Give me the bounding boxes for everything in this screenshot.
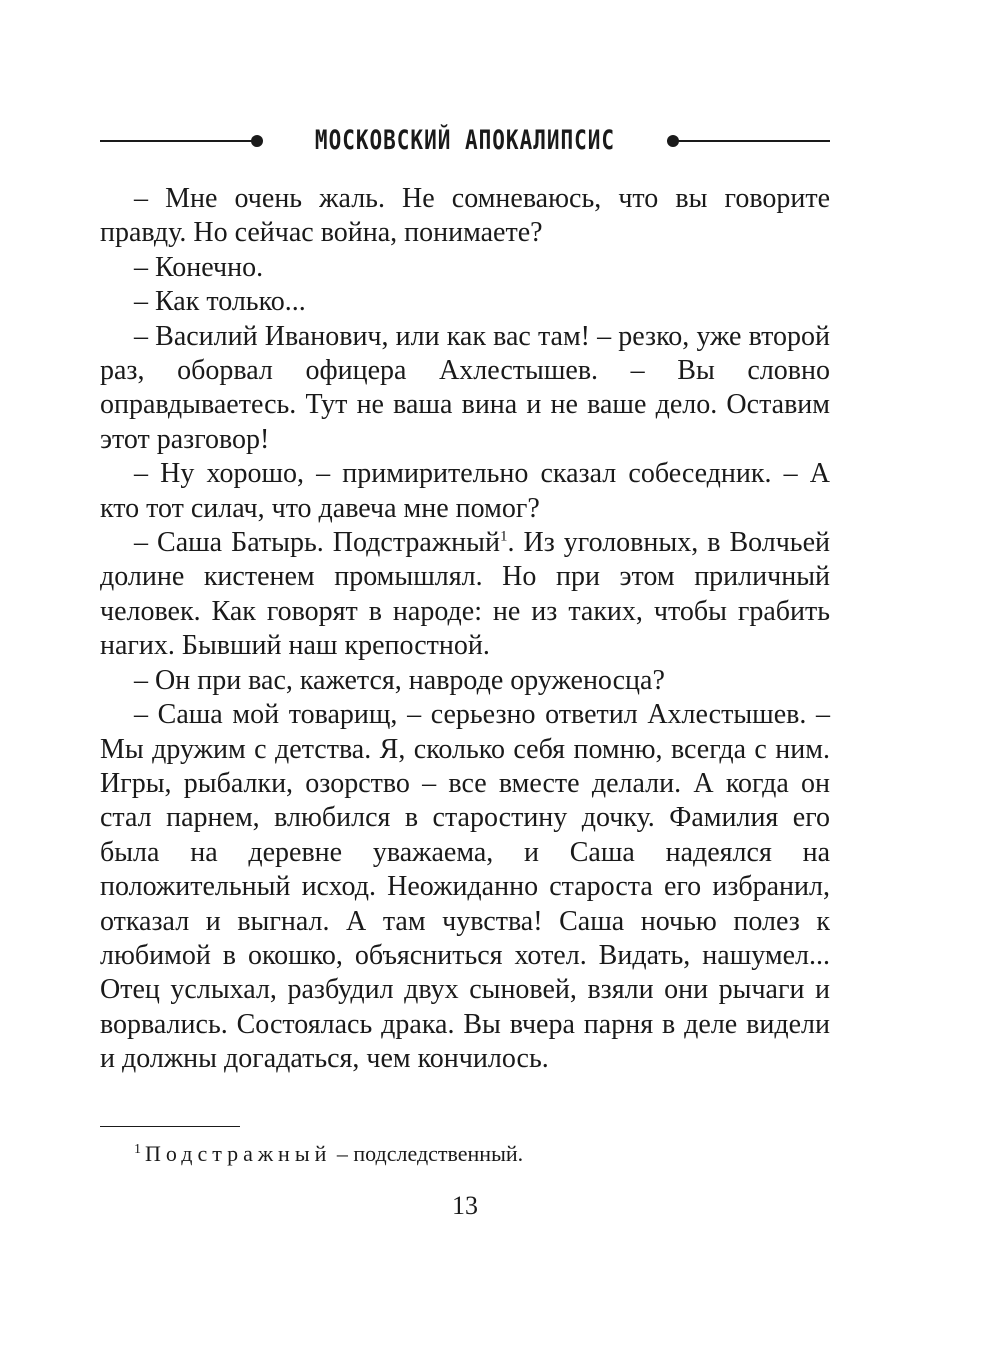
paragraph: – Василий Иванович, или как вас там! – резко, уже второй раз, оборвал офицера Ахлестышев. – Вы словно оправдываетесь. Тут не ваша вина и не ваше дело. Оставим этот разговор! <box>100 320 830 455</box>
header-left-dot <box>251 135 263 147</box>
paragraph: – Ну хорошо, – примирительно сказал собеседник. – А кто тот силач, что давеча мне помог? <box>100 458 830 524</box>
running-header <box>100 126 830 156</box>
main-text <box>100 182 830 1077</box>
paragraph <box>100 526 830 664</box>
footnote-definition: – подследственный. <box>331 1141 524 1166</box>
paragraph: – Конечно. <box>134 251 264 283</box>
footnote-separator <box>100 1126 240 1127</box>
running-title: МОСКОВСКИЙ АПОКАЛИПСИС <box>314 125 616 155</box>
footnote-term: Подстражный <box>145 1141 332 1166</box>
header-right-rule <box>675 140 830 142</box>
paragraph-text: . Из уголовных, в Волчьей долине кистенем промышлял. Но при этом приличный человек. Как говорят в народе: не из таких, чтобы грабить нагих. Бывший наш крепостной. <box>100 527 830 662</box>
paragraph: – Мне очень жаль. Не сомневаюсь, что вы говорите правду. Но сейчас война, понимаете? <box>100 183 830 249</box>
paragraph: – Саша мой товарищ, – серьезно ответил Ахлестышев. – Мы дружим с детства. Я, сколько себя помню, всегда с ним. Игры, рыбалки, озорство – все вместе делали. А когда он стал парнем, влюбился в старостину дочку. Фамилия его была на деревне уважаема, и Саша надеялся на положительный исход. Неожиданно староста его избранил, отказал и выгнал. А там чувства! Саша ночью полез к любимой в окошко, объясниться хотел. Видать, нашумел... Отец услыхал, разбудил двух сыновей, взяли они рычаги и ворвались. Состоялась драка. Вы вчера парня в деле видели и должны догадаться, чем кончилось. <box>100 699 830 1075</box>
footnote-reference[interactable]: 1 <box>499 528 508 545</box>
header-left-rule <box>100 140 255 142</box>
paragraph: – Как только... <box>134 286 306 318</box>
footnote <box>134 1140 834 1168</box>
paragraph: – Он при вас, кажется, навроде оруженосца? <box>134 664 665 696</box>
page-number: 13 <box>452 1191 478 1220</box>
paragraph-text: – Саша Батырь. Подстражный <box>134 527 500 559</box>
footnote-marker: 1 <box>134 1141 141 1157</box>
